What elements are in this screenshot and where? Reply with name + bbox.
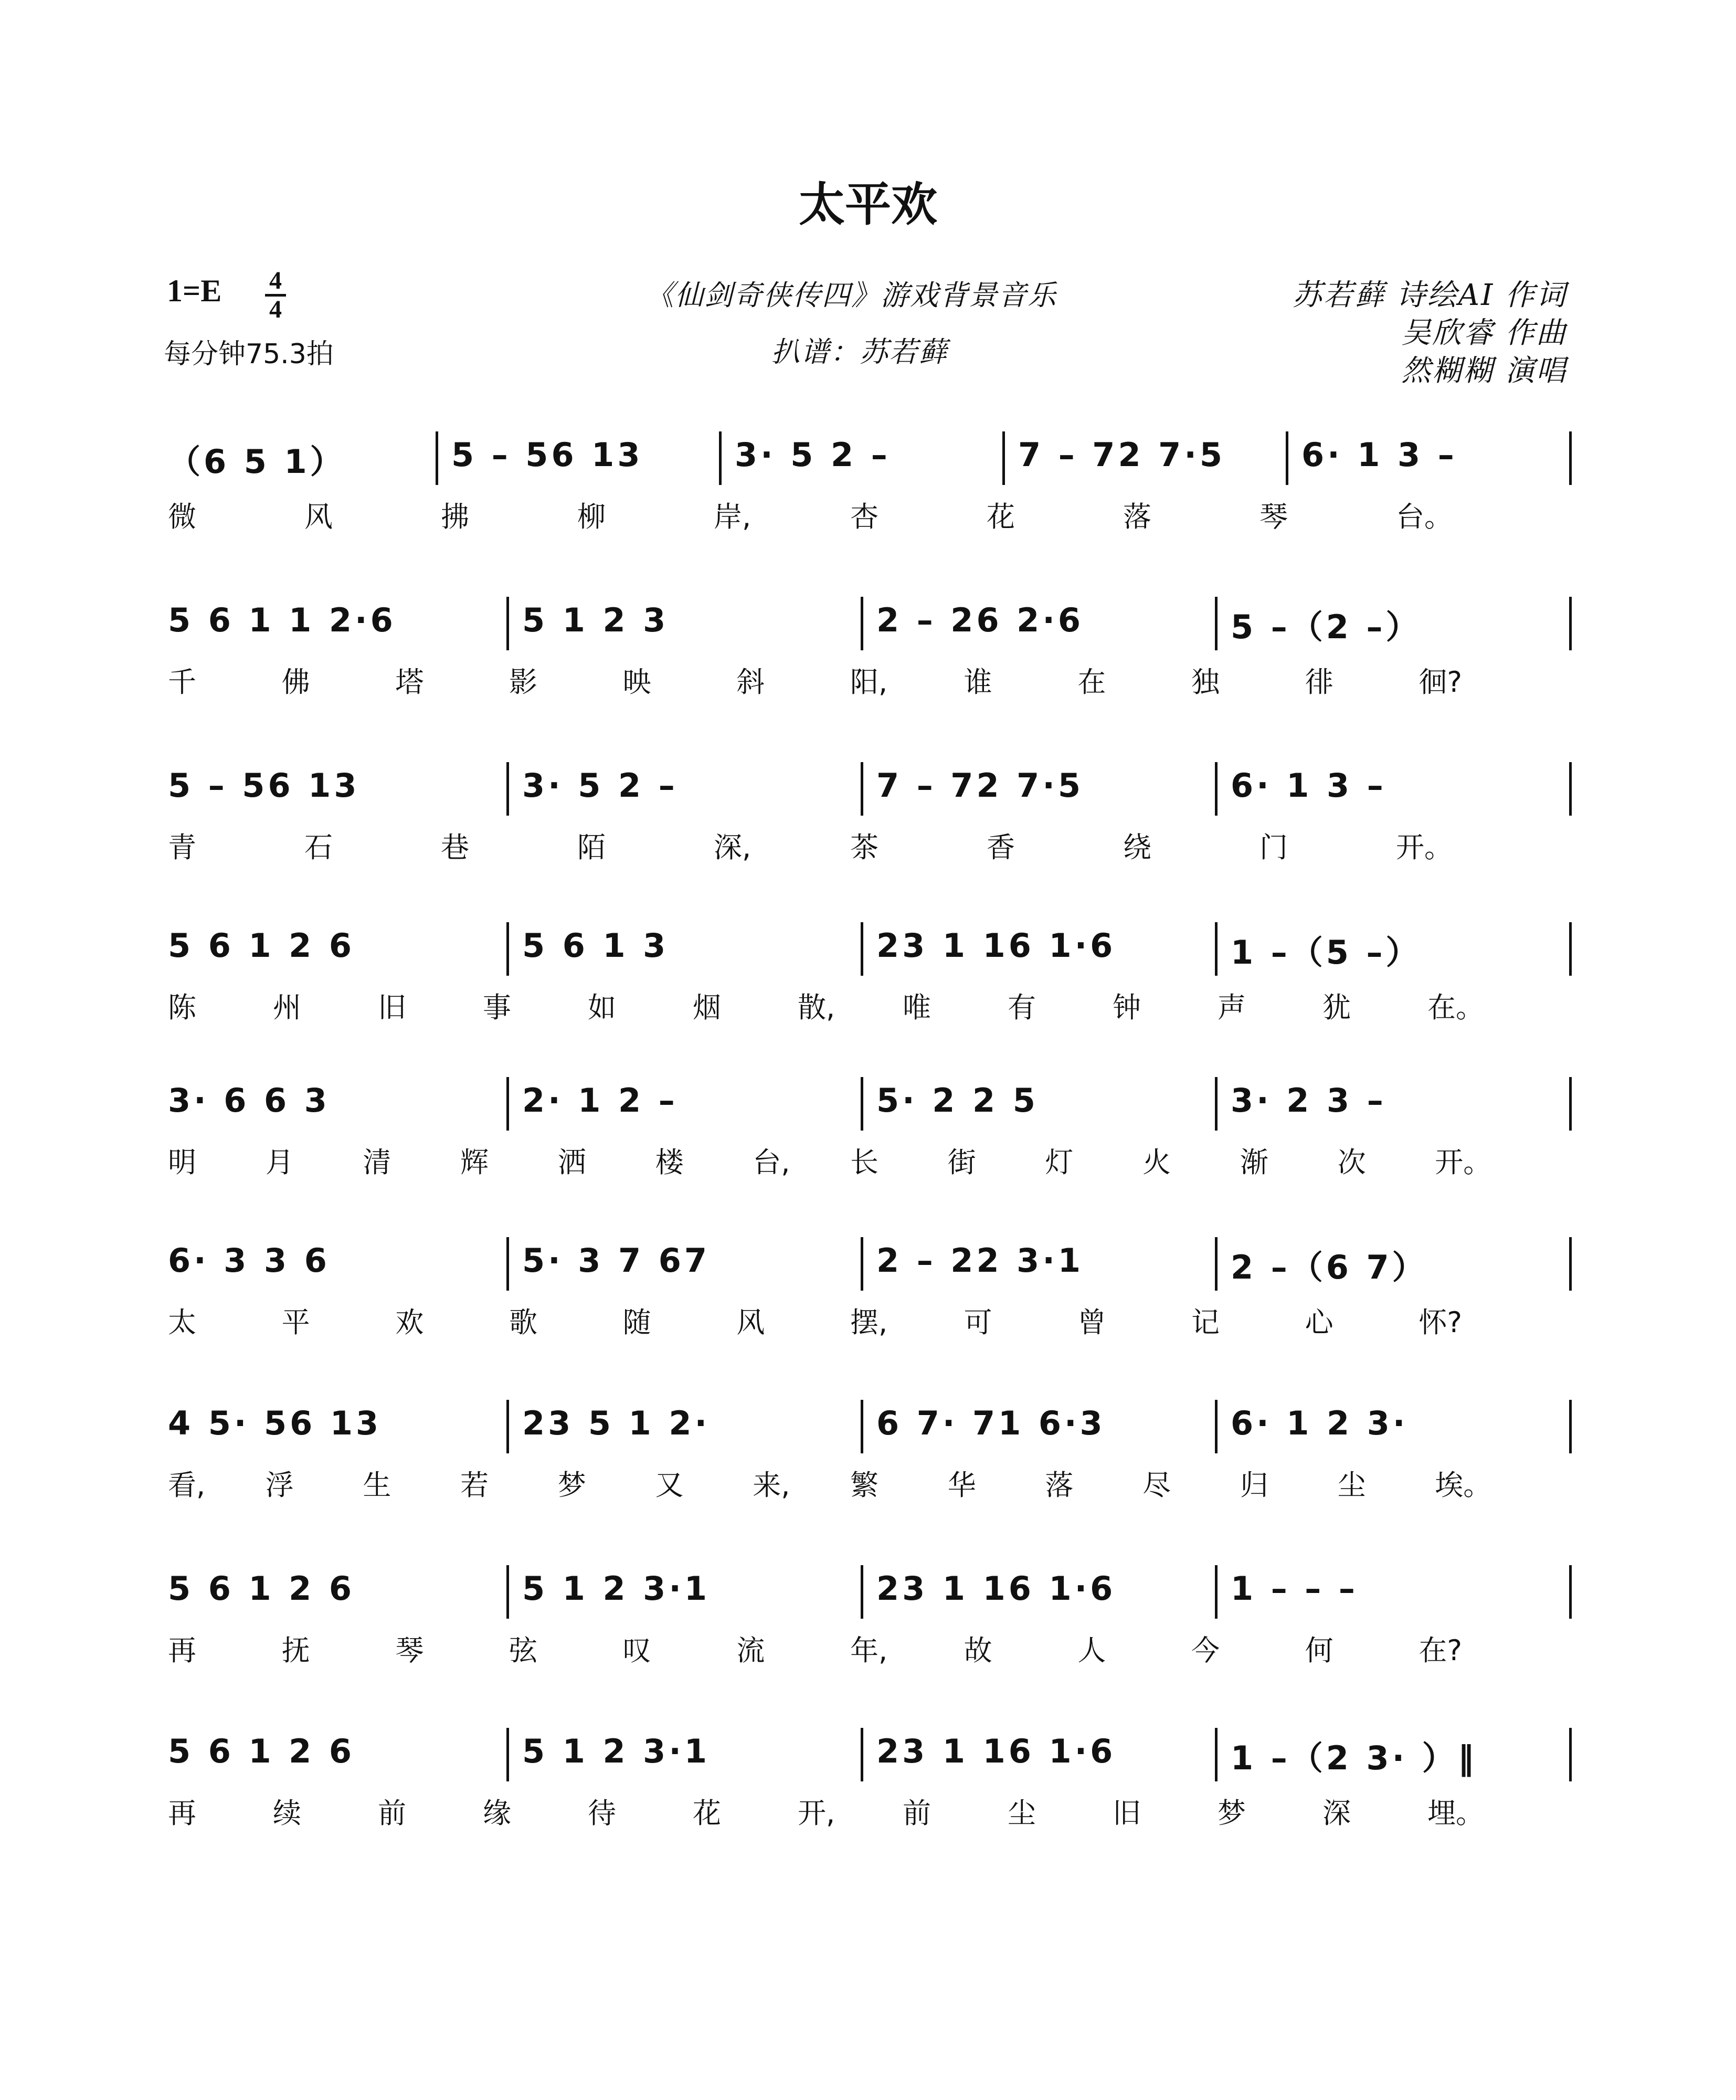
- measure: 1 –（2 3· ）‖: [1231, 1739, 1477, 1777]
- measure: 2 – 26 2·6: [876, 601, 1084, 639]
- lyric-syllable: 如: [588, 991, 616, 1024]
- lyric-syllable: 摆,: [850, 1306, 888, 1339]
- barline: [506, 1237, 509, 1291]
- lyric-syllable: 又: [655, 1469, 684, 1502]
- barline: [1215, 922, 1218, 976]
- barline: [1569, 762, 1572, 816]
- measure: 3· 6 6 3: [168, 1081, 330, 1120]
- lyric-syllable: 前: [378, 1797, 406, 1830]
- lyric-syllable: 落: [1045, 1469, 1074, 1502]
- lyric-syllable: 千: [168, 666, 196, 699]
- measure: 3· 5 2 –: [522, 766, 678, 805]
- lyric-syllable: 生: [363, 1469, 391, 1502]
- composer-credit: 吴欣睿 作曲: [1401, 316, 1567, 350]
- measure: （6 5 1）: [168, 442, 346, 481]
- measure: 1 –（5 –）: [1231, 933, 1422, 972]
- barline: [506, 762, 509, 816]
- barline: [506, 922, 509, 976]
- barline: [1569, 922, 1572, 976]
- transcriber-credit: 扒谱：苏若藓: [771, 335, 948, 368]
- lyric-syllable: 渐: [1240, 1146, 1268, 1179]
- lyric-syllable: 记: [1191, 1306, 1220, 1339]
- lyric-syllable: 有: [1008, 991, 1036, 1024]
- barline: [861, 1400, 863, 1453]
- lyric-syllable: 抚: [281, 1634, 310, 1667]
- lyric-syllable: 火: [1142, 1146, 1171, 1179]
- lyric-syllable: 在?: [1419, 1634, 1462, 1667]
- lyric-syllable: 香: [987, 831, 1015, 864]
- score-line: [157, 436, 1574, 541]
- lyric-syllable: 塔: [395, 666, 424, 699]
- time-signature: [265, 269, 286, 322]
- lyric-syllable: 旧: [1113, 1797, 1141, 1830]
- lyric-syllable: 曾: [1077, 1306, 1106, 1339]
- lyric-syllable: 平: [281, 1306, 310, 1339]
- measure: 5 – 56 13: [451, 436, 643, 474]
- lyric-syllable: 埃。: [1435, 1469, 1492, 1502]
- measure: 5 6 1 3: [522, 926, 669, 965]
- score-line: [157, 1732, 1574, 1837]
- lyric-syllable: 绕: [1123, 831, 1151, 864]
- measure: 7 – 72 7·5: [1018, 436, 1226, 474]
- lyric-syllable: 青: [168, 831, 196, 864]
- lyric-syllable: 歌: [509, 1306, 537, 1339]
- lyric-syllable: 风: [736, 1306, 765, 1339]
- score-line: [157, 1081, 1574, 1186]
- measure: 5 –（2 –）: [1231, 608, 1422, 646]
- lyric-syllable: 烟: [693, 991, 721, 1024]
- barline: [1569, 1077, 1572, 1131]
- barline: [1215, 1728, 1218, 1781]
- lyric-syllable: 佛: [281, 666, 310, 699]
- lyric-syllable: 开。: [1435, 1146, 1492, 1179]
- measure: 6· 1 3 –: [1231, 766, 1386, 805]
- lyric-syllable: 台。: [1396, 500, 1453, 533]
- lyric-syllable: 年,: [850, 1634, 888, 1667]
- lyric-syllable: 街: [947, 1146, 976, 1179]
- measure: 23 5 1 2·: [522, 1404, 711, 1442]
- measure: 3· 5 2 –: [735, 436, 891, 474]
- lyric-syllable: 尽: [1142, 1469, 1171, 1502]
- measure: 6· 3 3 6: [168, 1241, 330, 1280]
- lyric-syllable: 待: [588, 1797, 616, 1830]
- measure: 5· 2 2 5: [876, 1081, 1039, 1120]
- measure: 4 5· 56 13: [168, 1404, 382, 1442]
- barline: [1215, 1077, 1218, 1131]
- lyric-syllable: 随: [622, 1306, 651, 1339]
- lyric-syllable: 怀?: [1419, 1306, 1462, 1339]
- key-signature: 1=E: [167, 273, 222, 308]
- lyric-syllable: 归: [1240, 1469, 1268, 1502]
- barline: [861, 1728, 863, 1781]
- lyric-syllable: 开,: [798, 1797, 835, 1830]
- barline: [436, 431, 438, 485]
- lyric-syllable: 独: [1191, 666, 1220, 699]
- notation-row: [157, 926, 1574, 979]
- lyric-syllable: 深,: [714, 831, 751, 864]
- lyric-syllable: 石: [304, 831, 333, 864]
- lyric-syllable: 落: [1123, 500, 1151, 533]
- lyric-syllable: 流: [736, 1634, 765, 1667]
- lyric-syllable: 若: [460, 1469, 489, 1502]
- barline: [861, 1077, 863, 1131]
- lyric-syllable: 梦: [1218, 1797, 1246, 1830]
- lyric-syllable: 长: [850, 1146, 878, 1179]
- source-note: 《仙剑奇侠传四》游戏背景音乐: [645, 279, 1057, 312]
- measure: 5 1 2 3: [522, 601, 669, 639]
- lyric-syllable: 叹: [622, 1634, 651, 1667]
- lyric-syllable: 阳,: [850, 666, 888, 699]
- lyric-syllable: 在。: [1427, 991, 1484, 1024]
- lyric-syllable: 斜: [736, 666, 765, 699]
- barline: [1215, 1565, 1218, 1619]
- measure: 2 –（6 7）: [1231, 1248, 1428, 1286]
- time-signature-bottom: 4: [269, 296, 282, 323]
- lyric-syllable: 前: [903, 1797, 931, 1830]
- lyric-syllable: 心: [1305, 1306, 1333, 1339]
- lyric-syllable: 再: [168, 1797, 196, 1830]
- measure: 5 6 1 2 6: [168, 1569, 355, 1608]
- lyric-syllable: 清: [363, 1146, 391, 1179]
- barline: [1569, 1565, 1572, 1619]
- lyric-syllable: 巷: [441, 831, 469, 864]
- lyric-syllable: 陈: [168, 991, 196, 1024]
- lyric-syllable: 徊?: [1419, 666, 1462, 699]
- score-line: [157, 766, 1574, 871]
- measure: 1 – – –: [1231, 1569, 1358, 1608]
- barline: [506, 1400, 509, 1453]
- lyric-syllable: 拂: [441, 500, 469, 533]
- barline: [1215, 1237, 1218, 1291]
- lyric-syllable: 欢: [395, 1306, 424, 1339]
- lyric-syllable: 明: [168, 1146, 196, 1179]
- barline: [1215, 1400, 1218, 1453]
- time-signature-top: 4: [269, 267, 282, 294]
- lyric-syllable: 花: [693, 1797, 721, 1830]
- measure: 7 – 72 7·5: [876, 766, 1084, 805]
- measure: 5· 3 7 67: [522, 1241, 711, 1280]
- barline: [506, 597, 509, 650]
- singer-credit: 然糊糊 演唱: [1401, 354, 1567, 388]
- lyric-syllable: 梦: [557, 1469, 586, 1502]
- song-title: 太平欢: [798, 177, 937, 231]
- lyric-syllable: 事: [483, 991, 511, 1024]
- barline: [506, 1077, 509, 1131]
- barline: [1569, 1237, 1572, 1291]
- lyric-syllable: 犹: [1322, 991, 1351, 1024]
- lyric-syllable: 浮: [265, 1469, 294, 1502]
- barline: [861, 762, 863, 816]
- lyric-syllable: 开。: [1396, 831, 1453, 864]
- measure: 5 6 1 1 2·6: [168, 601, 396, 639]
- score-line: [157, 1569, 1574, 1674]
- lyric-syllable: 再: [168, 1634, 196, 1667]
- lyric-syllable: 洒: [557, 1146, 586, 1179]
- lyric-syllable: 钟: [1113, 991, 1141, 1024]
- score-line: [157, 926, 1574, 1031]
- measure: 6· 1 2 3·: [1231, 1404, 1409, 1442]
- lyric-syllable: 可: [964, 1306, 992, 1339]
- lyric-syllable: 辉: [460, 1146, 489, 1179]
- barline: [506, 1565, 509, 1619]
- lyric-syllable: 杏: [850, 500, 878, 533]
- measure: 23 1 16 1·6: [876, 1732, 1116, 1770]
- lyric-syllable: 故: [964, 1634, 992, 1667]
- measure: 5 6 1 2 6: [168, 926, 355, 965]
- notation-row: [157, 1732, 1574, 1785]
- measure: 6· 1 3 –: [1301, 436, 1457, 474]
- lyric-syllable: 茶: [850, 831, 878, 864]
- lyric-syllable: 州: [273, 991, 301, 1024]
- lyric-syllable: 台,: [753, 1146, 790, 1179]
- lyric-syllable: 琴: [395, 1634, 424, 1667]
- lyric-syllable: 何: [1305, 1634, 1333, 1667]
- barline: [1569, 1400, 1572, 1453]
- lyric-syllable: 深: [1322, 1797, 1351, 1830]
- barline: [861, 922, 863, 976]
- lyric-syllable: 看,: [168, 1469, 206, 1502]
- barline: [506, 1728, 509, 1781]
- lyric-syllable: 唯: [903, 991, 931, 1024]
- lyric-syllable: 太: [168, 1306, 196, 1339]
- measure: 6 7· 71 6·3: [876, 1404, 1106, 1442]
- lyric-syllable: 影: [509, 666, 537, 699]
- lyric-syllable: 门: [1259, 831, 1288, 864]
- notation-row: [157, 766, 1574, 819]
- barline: [1215, 597, 1218, 650]
- lyric-syllable: 徘: [1305, 666, 1333, 699]
- notation-row: [157, 1241, 1574, 1294]
- lyric-syllable: 琴: [1259, 500, 1288, 533]
- lyric-syllable: 月: [265, 1146, 294, 1179]
- lyric-syllable: 岸,: [714, 500, 751, 533]
- barline: [861, 597, 863, 650]
- lyric-syllable: 来,: [753, 1469, 790, 1502]
- lyric-syllable: 散,: [798, 991, 835, 1024]
- measure: 5 1 2 3·1: [522, 1732, 711, 1770]
- barline: [1215, 762, 1218, 816]
- lyric-syllable: 映: [622, 666, 651, 699]
- lyric-syllable: 花: [987, 500, 1015, 533]
- measure: 23 1 16 1·6: [876, 1569, 1116, 1608]
- lyric-syllable: 声: [1218, 991, 1246, 1024]
- lyricist-credit: 苏若藓 诗绘AI 作词: [1292, 278, 1567, 312]
- lyric-syllable: 次: [1337, 1146, 1366, 1179]
- score-line: [157, 1241, 1574, 1346]
- tempo-marking: 每分钟75.3拍: [164, 339, 334, 370]
- lyric-syllable: 尘: [1337, 1469, 1366, 1502]
- lyric-syllable: 柳: [577, 500, 606, 533]
- lyric-syllable: 埋。: [1427, 1797, 1484, 1830]
- barline: [1002, 431, 1005, 485]
- lyric-syllable: 缘: [483, 1797, 511, 1830]
- lyric-syllable: 谁: [964, 666, 992, 699]
- lyric-syllable: 楼: [655, 1146, 684, 1179]
- score-line: [157, 1404, 1574, 1509]
- barline: [1286, 431, 1288, 485]
- notation-row: [157, 1081, 1574, 1134]
- notation-row: [157, 436, 1574, 488]
- barline: [719, 431, 722, 485]
- lyric-syllable: 灯: [1045, 1146, 1074, 1179]
- measure: 5 1 2 3·1: [522, 1569, 711, 1608]
- barline: [861, 1565, 863, 1619]
- barline: [861, 1237, 863, 1291]
- measure: 2· 1 2 –: [522, 1081, 678, 1120]
- lyric-syllable: 微: [168, 500, 196, 533]
- lyric-syllable: 人: [1077, 1634, 1106, 1667]
- lyric-syllable: 弦: [509, 1634, 537, 1667]
- lyric-syllable: 在: [1077, 666, 1106, 699]
- lyric-syllable: 旧: [378, 991, 406, 1024]
- notation-row: [157, 1569, 1574, 1622]
- barline: [1569, 1728, 1572, 1781]
- measure: 5 6 1 2 6: [168, 1732, 355, 1770]
- lyric-syllable: 风: [304, 500, 333, 533]
- barline: [1569, 431, 1572, 485]
- notation-row: [157, 601, 1574, 653]
- barline: [1569, 597, 1572, 650]
- notation-row: [157, 1404, 1574, 1457]
- score-line: [157, 601, 1574, 706]
- measure: 5 – 56 13: [168, 766, 360, 805]
- lyric-syllable: 今: [1191, 1634, 1220, 1667]
- lyric-syllable: 华: [947, 1469, 976, 1502]
- measure: 23 1 16 1·6: [876, 926, 1116, 965]
- lyric-syllable: 续: [273, 1797, 301, 1830]
- measure: 3· 2 3 –: [1231, 1081, 1386, 1120]
- measure: 2 – 22 3·1: [876, 1241, 1084, 1280]
- lyric-syllable: 繁: [850, 1469, 878, 1502]
- lyric-syllable: 陌: [577, 831, 606, 864]
- lyric-syllable: 尘: [1008, 1797, 1036, 1830]
